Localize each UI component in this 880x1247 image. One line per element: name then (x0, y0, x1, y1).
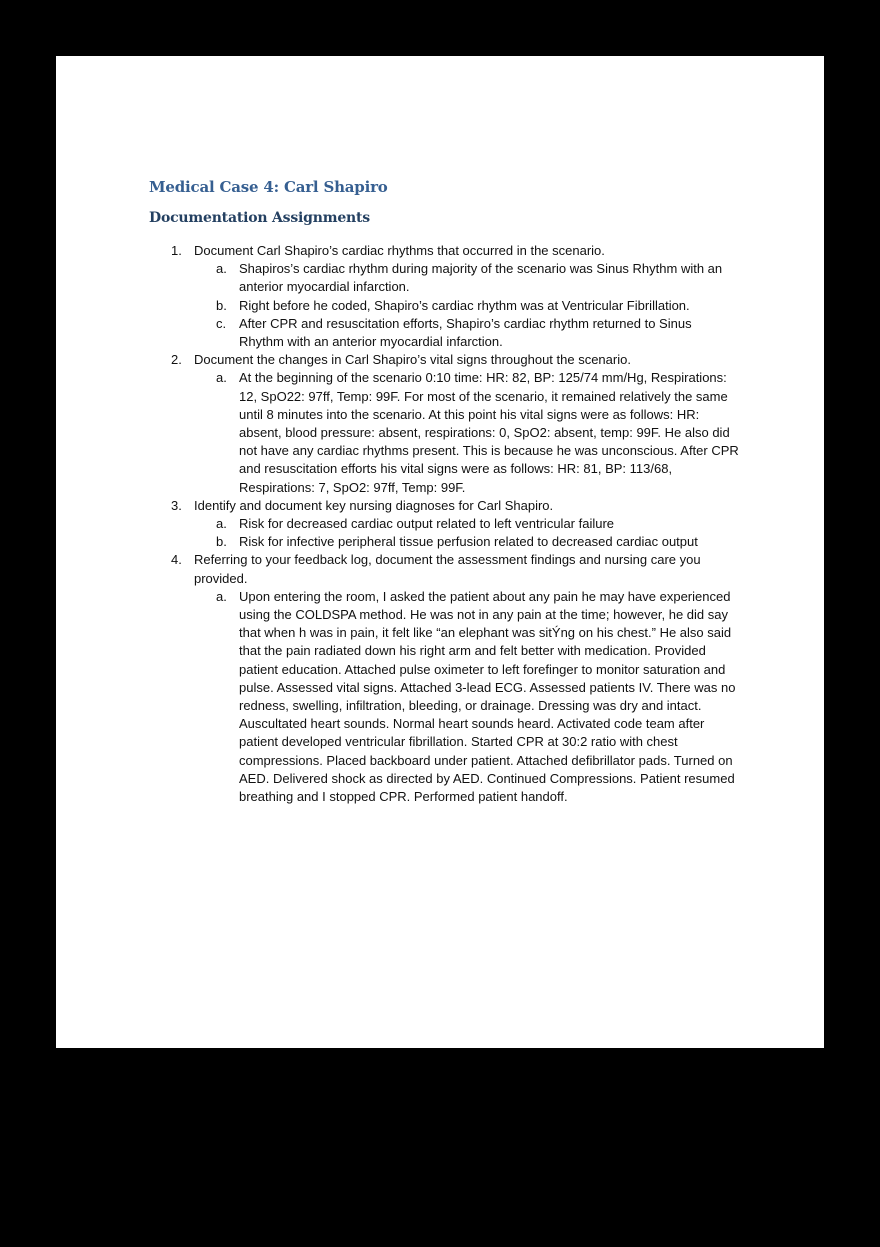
document-page (56, 56, 824, 1048)
item-text: Document Carl Shapiro’s cardiac rhythms that occurred in the scenario. (194, 243, 605, 258)
sub-item-text: At the beginning of the scenario 0:10 time: HR: 82, BP: 125/74 mm/Hg, Respirations: 12, SpO22: 97ff, Temp: 99F. For most of the scenario, it remained relatively the same until 8 minutes into the scenario. At this point his vital signs were as follows: HR: absent, blood pressure: absent, respirations: 0, SpO2: absent, temp: 99F. He also did not have any cardiac rhythms present. This is because he was unconscious. After CPR and resuscitation efforts his vital signs were as follows: HR: 81, BP: 113/68, Respirations: 7, SpO2: 97ff, Temp: 99F. (239, 370, 739, 495)
item-number: 2. (171, 352, 182, 368)
item-number: 4. (171, 552, 182, 568)
assignment-item-1 (149, 242, 739, 351)
sub-item (194, 315, 739, 351)
item-number: 3. (171, 497, 182, 513)
assignment-item-4 (149, 551, 739, 806)
sub-item-text: Risk for infective peripheral tissue perfusion related to decreased cardiac output (239, 534, 698, 550)
document-content (149, 178, 739, 806)
sub-item-text: Right before he coded, Shapiro’s cardiac rhythm was at Ventricular Fibrillation. (239, 297, 690, 313)
sub-item-letter: a. (216, 370, 227, 386)
assignment-item-2 (149, 351, 739, 497)
sub-item (194, 369, 739, 496)
item-number: 1. (171, 243, 182, 258)
document-subtitle: Documentation Assignments (149, 210, 370, 226)
sub-list (194, 369, 739, 496)
sub-item-letter: a. (216, 516, 227, 532)
sub-item (194, 588, 739, 806)
sub-item-text: Upon entering the room, I asked the patient about any pain he may have experienced using the COLDSPA method. He was not in any pain at the time; however, he did say that when h was in pain, it felt like “an elephant was sitÝng on his chest.” He also said that the pain radiated down his right arm and felt better with medication. Provided patient education. Attached pulse oximeter to left forefinger to monitor saturation and pulse. Assessed vital signs. Attached 3-lead ECG. Assessed patients IV. There was no redness, swelling, infiltration, bleeding, or drainage. Dressing was dry and intact. Auscultated heart sounds. Normal heart sounds heard. Activated code team after patient developed ventricular fibrillation. Started CPR at 30:2 ratio with chest compressions. Placed backboard under patient. Attached defibrillator pads. Turned on AED. Delivered shock as directed by AED. Continued Compressions. Patient resumed breathing and I stopped CPR. Performed patient handoff. (239, 588, 736, 805)
sub-item (194, 515, 739, 533)
item-text: Document the changes in Carl Shapiro’s vital signs throughout the scenario. (194, 352, 631, 368)
sub-item-letter: b. (216, 534, 227, 550)
sub-item-letter: a. (216, 261, 227, 277)
sub-item-letter: c. (216, 315, 227, 331)
sub-list (194, 588, 739, 806)
sub-item-text: Shapiros’s cardiac rhythm during majority of the scenario was Sinus Rhythm with an anterior myocardial infarction. (239, 261, 723, 295)
sub-item (194, 260, 739, 296)
item-text: Identify and document key nursing diagnoses for Carl Shapiro. (194, 497, 554, 513)
assignment-list (149, 242, 739, 806)
sub-item (194, 533, 739, 551)
sub-item-letter: b. (216, 297, 227, 313)
sub-list (194, 515, 739, 551)
sub-list (194, 260, 739, 351)
sub-item-text: Risk for decreased cardiac output related to left ventricular failure (239, 516, 615, 532)
sub-item-letter: a. (216, 588, 227, 604)
assignment-item-3 (149, 497, 739, 552)
sub-item (194, 297, 739, 315)
sub-item-text: After CPR and resuscitation efforts, Shapiro’s cardiac rhythm returned to Sinus Rhythm with an anterior myocardial infarction. (239, 315, 692, 350)
document-title: Medical Case 4: Carl Shapiro (149, 178, 388, 196)
item-text: Referring to your feedback log, document the assessment findings and nursing care you provided. (194, 552, 701, 586)
